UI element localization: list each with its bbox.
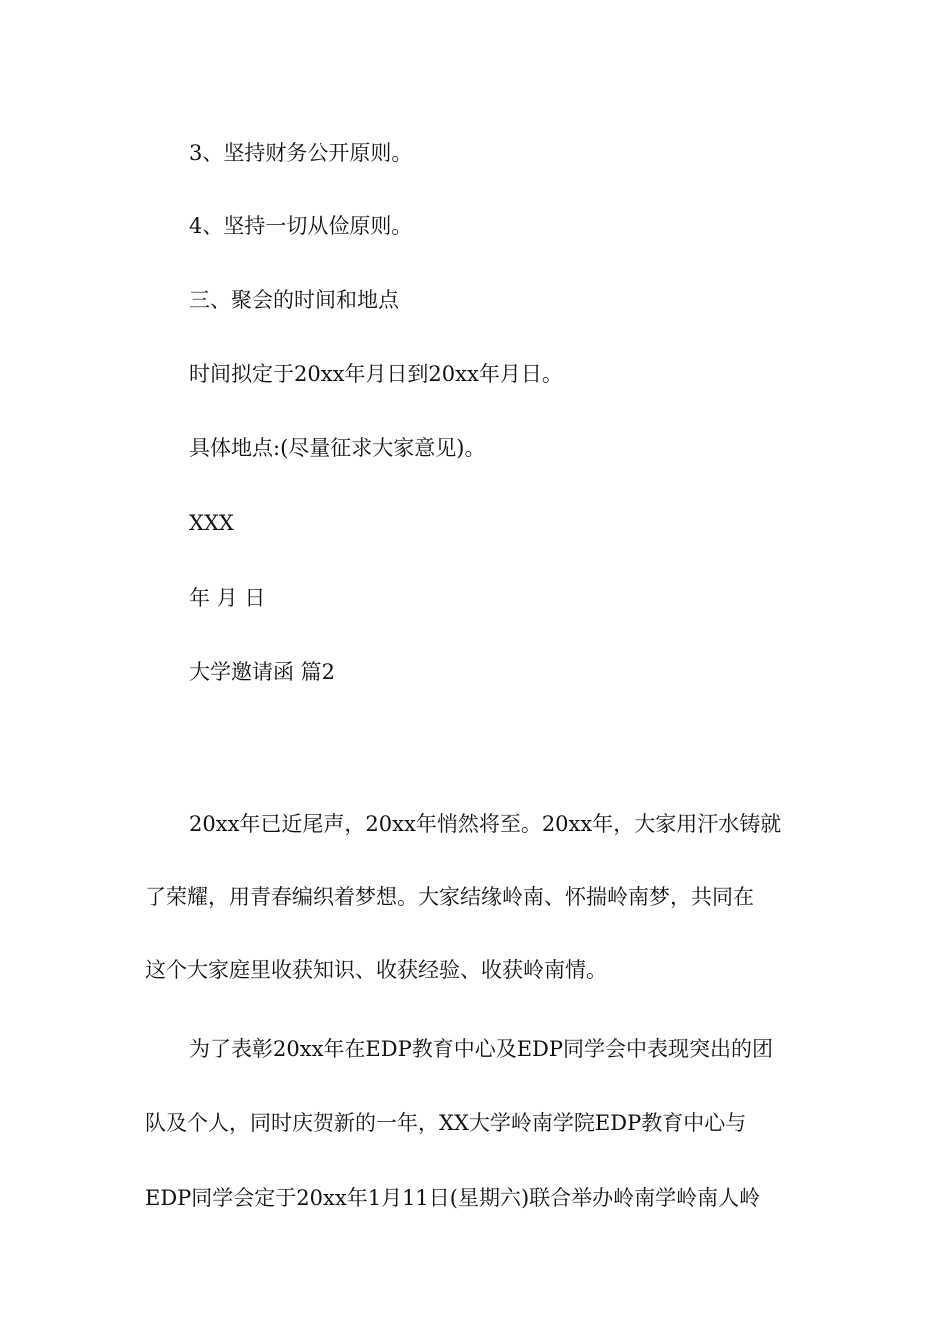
article-title: 大学邀请函 篇2 xyxy=(189,660,336,684)
paragraph2-line3: EDP同学会定于20xx年1月11日(星期六)联合举办岭南学岭南人岭 xyxy=(145,1186,761,1210)
signature-name: XXX xyxy=(189,511,234,535)
paragraph1-line1: 20xx年已近尾声，20xx年悄然将至。20xx年，大家用汗水铸就 xyxy=(189,812,782,836)
paragraph1-line2: 了荣耀，用青春编织着梦想。大家结缘岭南、怀揣岭南梦，共同在 xyxy=(145,885,754,909)
paragraph2-line1: 为了表彰20xx年在EDP教育中心及EDP同学会中表现突出的团 xyxy=(189,1037,773,1061)
section-heading-time-place: 三、聚会的时间和地点 xyxy=(189,288,399,312)
paragraph2-line2: 队及个人，同时庆贺新的一年，XX大学岭南学院EDP教育中心与 xyxy=(145,1111,747,1135)
list-item-frugality: 4、坚持一切从俭原则。 xyxy=(189,214,413,238)
paragraph1-line3: 这个大家庭里收获知识、收获经验、收获岭南情。 xyxy=(145,958,607,982)
meeting-time-text: 时间拟定于20xx年月日到20xx年月日。 xyxy=(189,362,563,386)
list-item-financial-transparency: 3、坚持财务公开原则。 xyxy=(189,141,413,165)
signature-date: 年 月 日 xyxy=(189,586,266,610)
meeting-place-text: 具体地点:(尽量征求大家意见)。 xyxy=(189,436,486,460)
